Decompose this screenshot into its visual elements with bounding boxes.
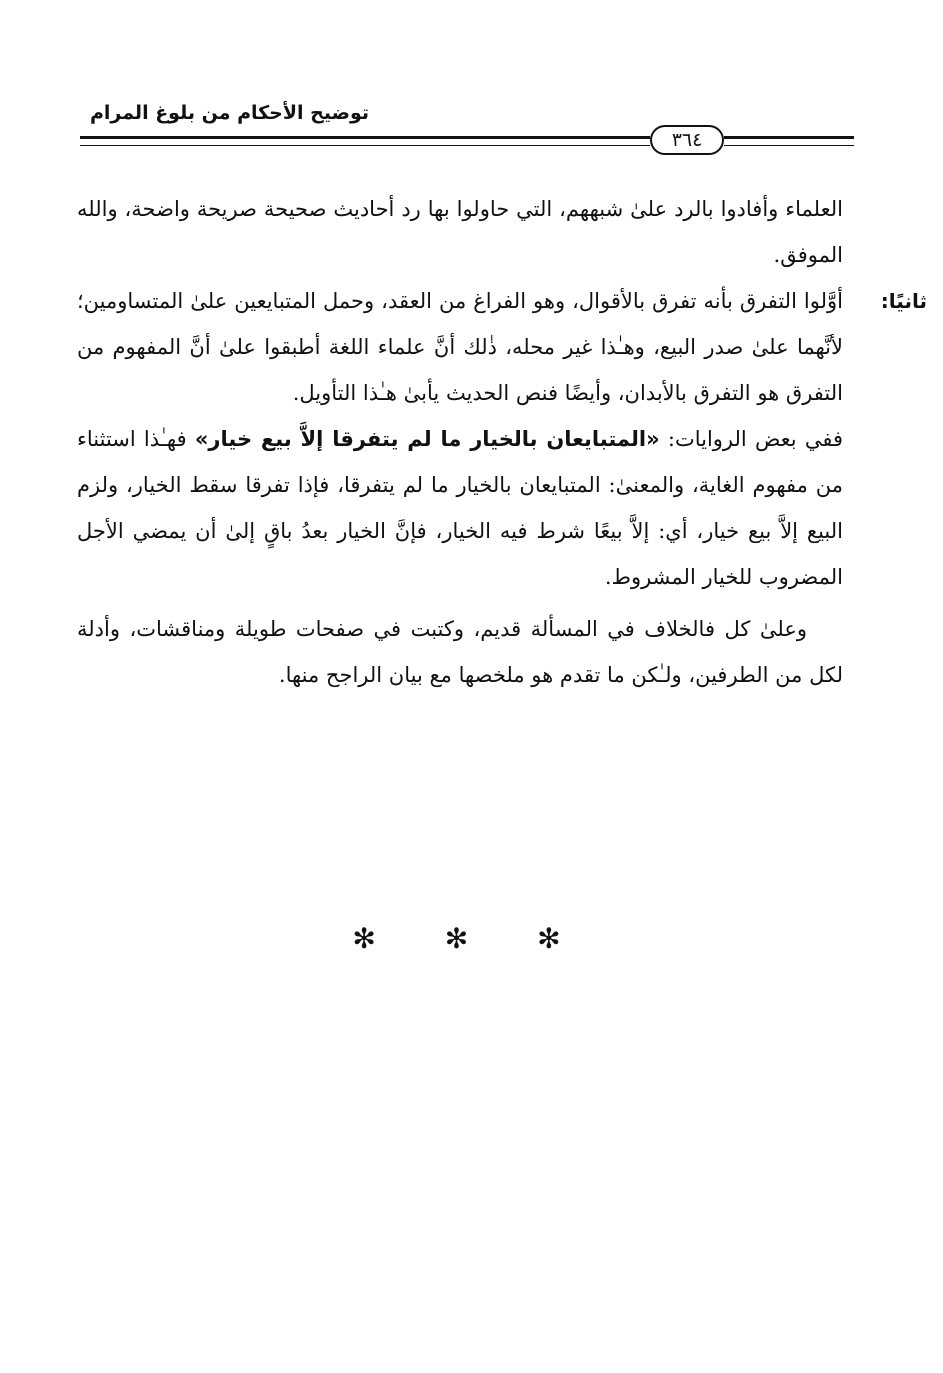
header-rule-thick-right	[724, 136, 854, 139]
header-rule-thick-left	[80, 136, 650, 139]
paragraph-4: وعلىٰ كل فالخلاف في المسألة قديم، وكتبت في صفحات طويلة ومناقشات، وأدلة لكل من الطرفين، ولـٰكن ما تقدم هو ملخصها مع بيان الراجح منها.	[77, 617, 843, 687]
page-number: ٣٦٤	[650, 125, 724, 155]
paragraph-3-rest: فهـٰذا استثناء من مفهوم الغاية، والمعنىٰ: المتبايعان بالخيار ما لم يتفرقا، فإذا تفرقا سقط الخيار، ولزم البيع إلاَّ بيع خيار، أي: إلاَّ بيعًا شرط فيه الخيار، فإنَّ الخيار بعدُ باقٍ إلىٰ أن يمضي الأجل المضروب للخيار المشروط.	[77, 427, 843, 589]
paragraph-3	[77, 416, 843, 600]
paragraph-2-text: أوَّلوا التفرق بأنه تفرق بالأقوال، وهو الفراغ من العقد، وحمل المتبايعين علىٰ المتساومين؛ لأنَّهما علىٰ صدر البيع، وهـٰذا غير محله، ذٰلك أنَّ علماء اللغة أطبقوا علىٰ أنَّ المفهوم من التفرق هو التفرق بالأبدان، وأيضًا فنص الحديث يأبىٰ هـٰذا التأويل.	[77, 289, 843, 405]
header-rule-thin-right	[724, 145, 854, 146]
point-label-second: ثانيًا:	[880, 289, 927, 313]
section-separator-stars: ✻ ✻ ✻	[352, 922, 591, 955]
paragraph-2	[77, 278, 927, 416]
header-rule-thin-left	[80, 145, 650, 146]
running-header-title: توضيح الأحكام من بلوغ المرام	[89, 102, 369, 124]
paragraph-3-lead: ففي بعض الروايات:	[659, 427, 843, 451]
hadith-quote: «المتبايعان بالخيار ما لم يتفرقا إلاَّ بيع خيار»	[194, 427, 660, 451]
paragraph-1: العلماء وأفادوا بالرد علىٰ شبههم، التي حاولوا بها رد أحاديث صحيحة صريحة واضحة، والله الموفق.	[77, 197, 843, 267]
body-text	[77, 186, 927, 698]
